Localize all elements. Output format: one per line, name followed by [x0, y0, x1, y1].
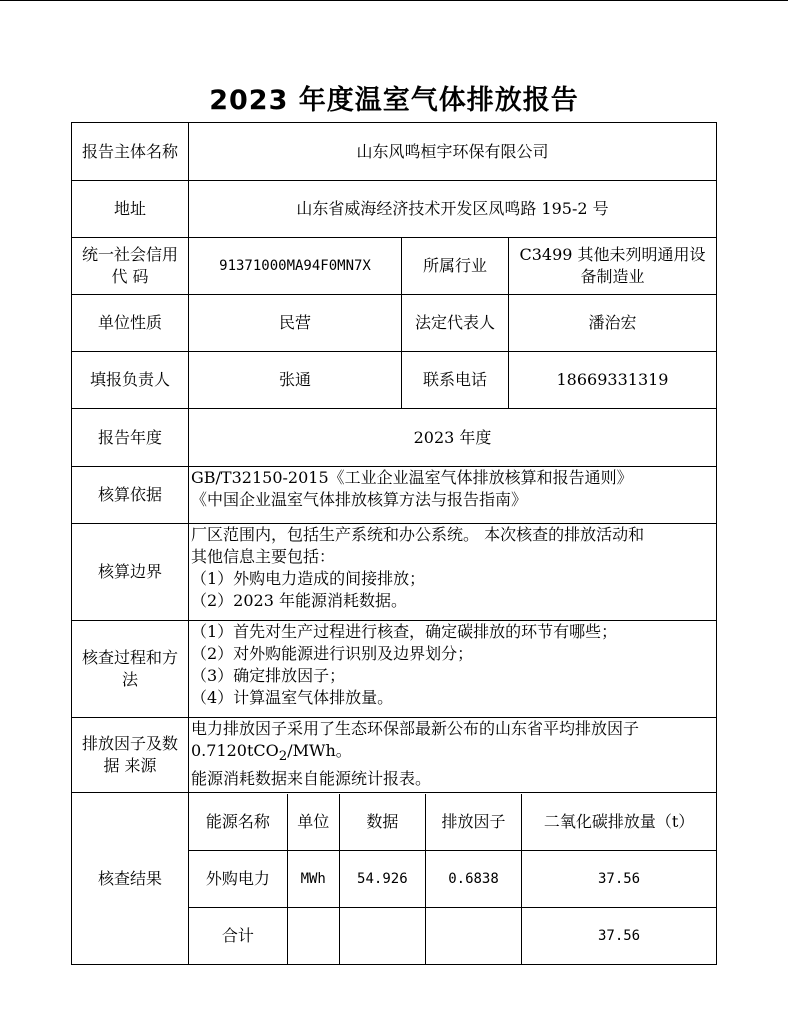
phone-label: 联系电话: [402, 352, 509, 409]
row-basis: [72, 467, 717, 524]
energy-emission: 37.56: [522, 850, 716, 907]
row-process: [72, 621, 717, 718]
report-year-value: 2023 年度: [189, 409, 717, 467]
total-row: [189, 907, 716, 964]
process-label-line2: 法: [121, 670, 138, 689]
factor-source-line3: 能源消耗数据来自能源统计报表。: [191, 769, 432, 789]
header-factor: 排放因子: [425, 794, 521, 851]
process-line1: （1）首先对生产过程进行核查，确定碳排放的环节有哪些；: [191, 622, 618, 641]
result-label: 核查结果: [72, 793, 189, 965]
process-line3: （3）确定排放因子；: [191, 666, 346, 685]
row-credit-industry: [72, 238, 717, 295]
industry-value-line2: 备制造业: [580, 267, 645, 286]
industry-value-line1: C3499 其他未列明通用设: [519, 245, 706, 264]
basis-label: 核算依据: [72, 467, 189, 524]
factor-source-label-line1: 排放因子及数: [81, 734, 178, 753]
row-address: [72, 181, 717, 238]
table-row: [189, 850, 716, 907]
entity-value: 山东风鸣桓宇环保有限公司: [189, 123, 717, 181]
result-table-cell: [189, 793, 717, 965]
credit-code-label: [72, 238, 189, 295]
credit-code-label-line2: 代 码: [111, 267, 149, 286]
row-entity: [72, 123, 717, 181]
entity-label: 报告主体名称: [72, 123, 189, 181]
total-label: 合计: [189, 907, 287, 964]
header-data: 数据: [339, 794, 425, 851]
header-energy-name: 能源名称: [189, 794, 287, 851]
row-filler-phone: [72, 352, 717, 409]
boundary-line2: 其他信息主要包括：: [191, 547, 336, 566]
credit-code-label-line1: 统一社会信用: [81, 245, 178, 264]
factor-value-suffix: /MWh。: [287, 741, 352, 760]
factor-value-prefix: 0.7120tCO: [191, 741, 279, 760]
industry-value: [509, 238, 717, 295]
factor-source-line2: [191, 740, 714, 768]
filler-label: 填报负责人: [72, 352, 189, 409]
credit-code-value: 91371000MA94F0MN7X: [189, 238, 402, 295]
phone-value: 18669331319: [509, 352, 717, 409]
row-factor-source: [72, 718, 717, 793]
row-boundary: [72, 524, 717, 621]
boundary-line4: （2）2023 年能源消耗数据。: [191, 591, 407, 610]
energy-factor: 0.6838: [425, 850, 521, 907]
boundary-value: [189, 524, 717, 621]
boundary-line1: 厂区范围内，包括生产系统和办公系统。 本次核查的排放活动和: [191, 525, 645, 544]
result-table: [189, 794, 716, 964]
total-emission: 37.56: [522, 907, 716, 964]
factor-source-line1: 电力排放因子采用了生态环保部最新公布的山东省平均排放因子: [191, 719, 640, 738]
process-line4: （4）计算温室气体排放量。: [191, 688, 394, 707]
process-label-line1: 核查过程和方: [81, 648, 178, 667]
factor-source-label-line2: 据 来源: [103, 756, 157, 775]
total-unit-empty: [287, 907, 339, 964]
header-emission: 二氧化碳排放量（t）: [522, 794, 716, 851]
factor-source-label: [72, 718, 189, 793]
top-border-line: [0, 0, 788, 1]
address-label: 地址: [72, 181, 189, 238]
boundary-line3: （1）外购电力造成的间接排放；: [191, 569, 426, 588]
process-line2: （2）对外购能源进行识别及边界划分；: [191, 644, 474, 663]
total-factor-empty: [425, 907, 521, 964]
result-header-row: [189, 794, 716, 851]
filler-value: 张通: [189, 352, 402, 409]
process-label: [72, 621, 189, 718]
row-report-year: [72, 409, 717, 467]
industry-label: 所属行业: [402, 238, 509, 295]
report-title: 2023 年度温室气体排放报告: [209, 85, 579, 116]
unit-nature-value: 民营: [189, 295, 402, 352]
energy-name: 外购电力: [189, 850, 287, 907]
address-value: 山东省威海经济技术开发区凤鸣路 195-2 号: [189, 181, 717, 238]
factor-value-subscript: 2: [278, 749, 288, 765]
header-unit: 单位: [287, 794, 339, 851]
report-year-label: 报告年度: [72, 409, 189, 467]
process-value: [189, 621, 717, 718]
boundary-label: 核算边界: [72, 524, 189, 621]
basis-line2: 《中国企业温室气体排放核算方法与报告指南》: [191, 490, 528, 509]
unit-nature-label: 单位性质: [72, 295, 189, 352]
basis-line1: GB/T32150-2015《工业企业温室气体排放核算和报告通则》: [191, 468, 633, 487]
report-table: [71, 122, 717, 965]
row-nature-legal: [72, 295, 717, 352]
total-data-empty: [339, 907, 425, 964]
legal-rep-value: 潘治宏: [509, 295, 717, 352]
factor-source-value: [189, 718, 717, 793]
energy-unit: MWh: [287, 850, 339, 907]
energy-data: 54.926: [339, 850, 425, 907]
row-result: [72, 793, 717, 965]
legal-rep-label: 法定代表人: [402, 295, 509, 352]
basis-value: [189, 467, 717, 524]
